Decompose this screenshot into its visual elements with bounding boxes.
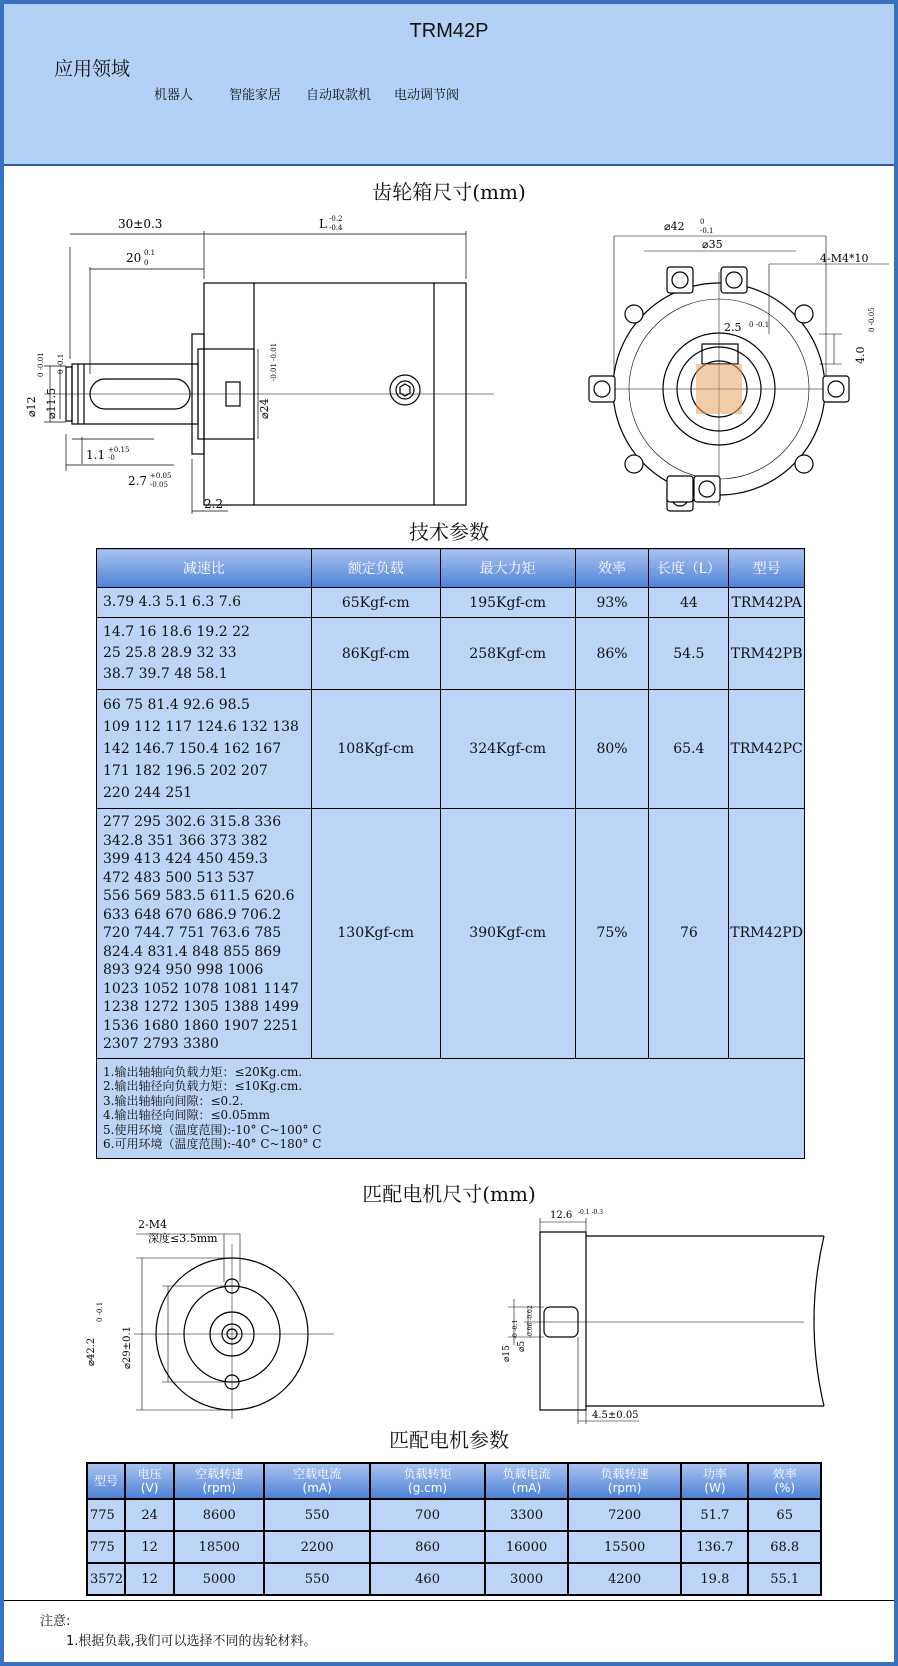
max-torque-cell: 195Kgf-cm (440, 588, 575, 618)
efficiency-cell: 65 (748, 1499, 821, 1531)
ratio-line: 38.7 39.7 48 58.1 (103, 666, 228, 682)
ratio-line: 472 483 500 513 537 (103, 869, 255, 886)
table-row (87, 1563, 821, 1595)
dim-15-tol: -0 -0.1 (512, 1319, 519, 1339)
ratio-line: 14.7 16 18.6 19.2 22 (103, 624, 250, 640)
rated-load-cell: 108Kgf-cm (311, 690, 440, 809)
ratio-line: 342.8 351 366 373 382 (103, 832, 268, 849)
dim-l-tol-top: -0.2 (329, 215, 343, 223)
ratio-line: 2307 2793 3380 (103, 1036, 219, 1052)
ratio-line: 1238 1272 1305 1388 1499 (103, 999, 299, 1015)
voltage-cell: 12 (125, 1563, 174, 1595)
header-line: 负载转速 (600, 1467, 649, 1481)
header-unit: (%) (774, 1481, 796, 1495)
dim-2-7: 2.7 (128, 474, 148, 488)
ratio-line: 399 413 424 450 459.3 (103, 851, 268, 867)
dim-12: ⌀12 (25, 396, 38, 417)
header-length: 长度（L） (649, 549, 729, 588)
dim-2-m4: 2-M4 (138, 1218, 167, 1231)
ratio-line: 142 146.7 150.4 162 167 (103, 741, 282, 757)
header-efficiency: 效率 (575, 549, 649, 588)
dim-1-1: 1.1 (86, 448, 106, 462)
note-line: 4.输出轴径向间隙：≤0.05mm (103, 1108, 270, 1122)
gearbox-front-drawing (594, 214, 894, 524)
ratio-line: 633 648 670 686.9 706.2 (103, 906, 282, 923)
motor-front-drawing (64, 1214, 364, 1414)
header-model: 型号 (729, 549, 805, 588)
model-cell: TRM42PB (729, 618, 805, 690)
table-row (97, 690, 805, 809)
application-atm: 自动取款机 (306, 88, 372, 103)
model-cell: TRM42PA (729, 588, 805, 618)
load-speed-cell: 15500 (568, 1531, 681, 1563)
header-model (87, 1463, 125, 1499)
length-cell: 54.5 (649, 618, 729, 690)
no-load-speed-cell: 5000 (174, 1563, 264, 1595)
rated-load-cell: 86Kgf-cm (311, 618, 440, 690)
dim-4-5: 4.5±0.05 (592, 1410, 639, 1421)
power-cell: 136.7 (681, 1531, 748, 1563)
dim-12-tol: 0 -0.01 (37, 352, 45, 377)
header-line: 负载电流 (502, 1467, 551, 1481)
header-line: 效率 (772, 1467, 797, 1481)
table-row (97, 588, 805, 618)
dim-4-m4: 4-M4*10 (820, 252, 869, 265)
header-line: 空载转速 (195, 1467, 244, 1481)
note-line: 2.输出轴径向负载力矩：≤10Kg.cm. (103, 1079, 303, 1093)
header-line: 负载转矩 (403, 1467, 452, 1481)
load-speed-cell: 7200 (568, 1499, 681, 1531)
note-line: 1.输出轴轴向负载力矩：≤20Kg.cm. (103, 1064, 303, 1079)
notes-row (97, 1058, 805, 1158)
ratio-line: 1023 1052 1078 1081 1147 (103, 980, 299, 997)
dim-35: ⌀35 (702, 238, 723, 251)
header-load-speed (568, 1463, 681, 1499)
load-current-cell: 3000 (485, 1563, 568, 1595)
technical-parameters-table (96, 548, 805, 1159)
header-banner (4, 4, 894, 166)
load-torque-cell: 860 (370, 1531, 485, 1563)
header-no-load-current (264, 1463, 369, 1499)
page-title: TRM42P (409, 20, 489, 42)
note-line: 3.输出轴轴向间隙：≤0.2. (103, 1093, 244, 1108)
dim-42-2: ⌀42.2 (86, 1337, 97, 1366)
load-current-cell: 3300 (485, 1499, 568, 1531)
efficiency-cell: 55.1 (748, 1563, 821, 1595)
dim-42-2-tol: 0 -0.1 (96, 1301, 104, 1322)
ratio-cell (97, 809, 312, 1059)
dim-4-0: 4.0 (854, 346, 867, 364)
voltage-cell: 24 (125, 1499, 174, 1531)
dim-42-tol-top: 0 (700, 218, 705, 226)
header-unit: (W) (704, 1481, 726, 1495)
model-cell: TRM42PC (729, 690, 805, 809)
ratio-line: 1536 1680 1860 1907 2251 (103, 1017, 299, 1034)
dim-2-5-tol: 0 -0.1 (749, 321, 770, 329)
ratio-line: 824.4 831.4 848 855 869 (103, 943, 282, 960)
load-torque-cell: 700 (370, 1499, 485, 1531)
load-torque-cell: 460 (370, 1563, 485, 1595)
table-row (87, 1499, 821, 1531)
dim-l-tol-bot: -0.4 (329, 224, 343, 232)
header-load-current (485, 1463, 568, 1499)
table-header-row (87, 1463, 821, 1499)
ratio-line: 220 244 251 (103, 785, 193, 801)
dim-2-2: 2.2 (204, 497, 224, 511)
header-power (681, 1463, 748, 1499)
dim-2-5: 2.5 (724, 321, 742, 334)
header-ratio: 减速比 (97, 549, 312, 588)
motor-side-drawing (502, 1209, 834, 1434)
table-row (97, 618, 805, 690)
footer-note-text: 1.根据负载,我们可以选择不同的齿轮材料。 (66, 1634, 317, 1649)
power-cell: 51.7 (681, 1499, 748, 1531)
model-cell: 775 (87, 1531, 125, 1563)
ratio-line: 109 112 117 124.6 132 138 (103, 719, 299, 735)
no-load-current-cell: 2200 (264, 1531, 369, 1563)
header-load-torque (370, 1463, 485, 1499)
dim-1-1-tol-bot: -0 (108, 454, 115, 462)
header-rated-load: 额定负载 (311, 549, 440, 588)
max-torque-cell: 390Kgf-cm (440, 809, 575, 1059)
header-line: 空载电流 (293, 1467, 342, 1481)
model-cell: TRM42PD (729, 809, 805, 1059)
ratio-line: 3.79 4.3 5.1 6.3 7.6 (103, 594, 242, 610)
note-line: 5.使用环境（温度范围):-10° C~100° C (103, 1122, 322, 1137)
no-load-current-cell: 550 (264, 1563, 369, 1595)
length-cell: 44 (649, 588, 729, 618)
section-title-motor-parameters: 匹配电机参数 (389, 1428, 509, 1452)
dim-20-tol-top: 0.1 (144, 249, 156, 257)
efficiency-cell: 80% (575, 690, 649, 809)
dim-24: ⌀24 (258, 398, 271, 419)
ratio-line: 277 295 302.6 315.8 336 (103, 814, 282, 830)
no-load-speed-cell: 8600 (174, 1499, 264, 1531)
table-row (97, 809, 805, 1059)
voltage-cell: 12 (125, 1531, 174, 1563)
dim-5: ⌀5 (517, 1340, 527, 1352)
header-unit: (g.cm) (408, 1481, 448, 1495)
max-torque-cell: 258Kgf-cm (440, 618, 575, 690)
no-load-current-cell: 550 (264, 1499, 369, 1531)
no-load-speed-cell: 18500 (174, 1531, 264, 1563)
header-no-load-speed (174, 1463, 264, 1499)
dim-15: ⌀15 (502, 1345, 512, 1362)
section-title-technical-parameters: 技术参数 (409, 520, 489, 544)
dim-l: L (319, 217, 327, 231)
header-unit: (V) (140, 1481, 159, 1495)
efficiency-cell: 75% (575, 809, 649, 1059)
application-smart-home: 智能家居 (229, 88, 282, 103)
dim-4-0-tol: 0 -0.05 (868, 307, 876, 332)
dim-20-tol-bot: 0 (144, 259, 149, 267)
header-voltage (125, 1463, 174, 1499)
application-valve: 电动调节阀 (394, 88, 460, 103)
table-row (87, 1531, 821, 1563)
dim-2-7-tol-bot: -0.05 (150, 481, 168, 489)
header-unit: (rpm) (202, 1481, 237, 1495)
ratio-line: 25 25.8 28.9 32 33 (103, 645, 237, 661)
dim-2-7-tol-top: +0.05 (150, 472, 172, 480)
ratio-line: 556 569 583.5 611.5 620.6 (103, 888, 295, 904)
dim-20: 20 (126, 251, 142, 265)
ratio-line: 66 75 81.4 92.6 98.5 (103, 697, 250, 713)
efficiency-cell: 93% (575, 588, 649, 618)
header-max-torque: 最大力矩 (440, 549, 575, 588)
section-title-gearbox-dimensions: 齿轮箱尺寸(mm) (372, 180, 526, 204)
rated-load-cell: 65Kgf-cm (311, 588, 440, 618)
ratio-cell (97, 618, 312, 690)
section-title-motor-dimensions: 匹配电机尺寸(mm) (362, 1182, 536, 1206)
table-header-row (97, 549, 805, 588)
efficiency-cell: 68.8 (748, 1531, 821, 1563)
application-robot: 机器人 (154, 88, 194, 103)
dim-depth: 深度≤3.5mm (148, 1232, 218, 1245)
header-line: 功率 (702, 1467, 727, 1481)
efficiency-cell: 86% (575, 618, 649, 690)
note-line: 6.可用环境（温度范围):-40° C~180° C (103, 1137, 322, 1151)
header-efficiency (748, 1463, 821, 1499)
length-cell: 65.4 (649, 690, 729, 809)
ratio-line: 893 924 950 998 1006 (103, 962, 264, 978)
motor-parameters-table (86, 1462, 822, 1596)
header-line: 型号 (94, 1474, 119, 1488)
dim-30: 30±0.3 (118, 217, 163, 231)
header-unit: (mA) (302, 1481, 332, 1495)
ratio-line: 171 182 196.5 202 207 (103, 763, 268, 779)
application-label: 应用领域 (54, 58, 131, 80)
load-speed-cell: 4200 (568, 1563, 681, 1595)
max-torque-cell: 324Kgf-cm (440, 690, 575, 809)
dim-11-5-tol: 0 -0.1 (57, 353, 65, 374)
dim-24-tol: -0.01 -0.01 (270, 342, 278, 381)
header-line: 电压 (137, 1467, 162, 1481)
rated-load-cell: 130Kgf-cm (311, 809, 440, 1059)
dim-12-6-tol: -0.1 -0.3 (578, 1209, 604, 1216)
power-cell: 19.8 (681, 1563, 748, 1595)
dim-5-tol: -0.06 -0.02 (527, 1305, 534, 1338)
dim-11-5: ⌀11.5 (45, 387, 58, 419)
load-current-cell: 16000 (485, 1531, 568, 1563)
footer-divider (4, 1600, 894, 1601)
ratio-line: 720 744.7 751 763.6 785 (103, 925, 282, 941)
dim-42-tol-bot: -0.1 (700, 227, 714, 235)
ratio-cell (97, 588, 312, 618)
footer-note-label: 注意: (40, 1614, 71, 1629)
header-unit: (rpm) (607, 1481, 642, 1495)
gearbox-side-drawing (4, 209, 504, 519)
model-cell: 3572 (87, 1563, 125, 1595)
model-cell: 775 (87, 1499, 125, 1531)
ratio-cell (97, 690, 312, 809)
length-cell: 76 (649, 809, 729, 1059)
header-unit: (mA) (511, 1481, 542, 1495)
dim-1-1-tol-top: +0.15 (108, 446, 130, 454)
dim-42: ⌀42 (664, 220, 685, 233)
dim-12-6: 12.6 (550, 1210, 573, 1221)
notes-cell (97, 1058, 805, 1158)
dim-29: ⌀29±0.1 (122, 1325, 133, 1369)
